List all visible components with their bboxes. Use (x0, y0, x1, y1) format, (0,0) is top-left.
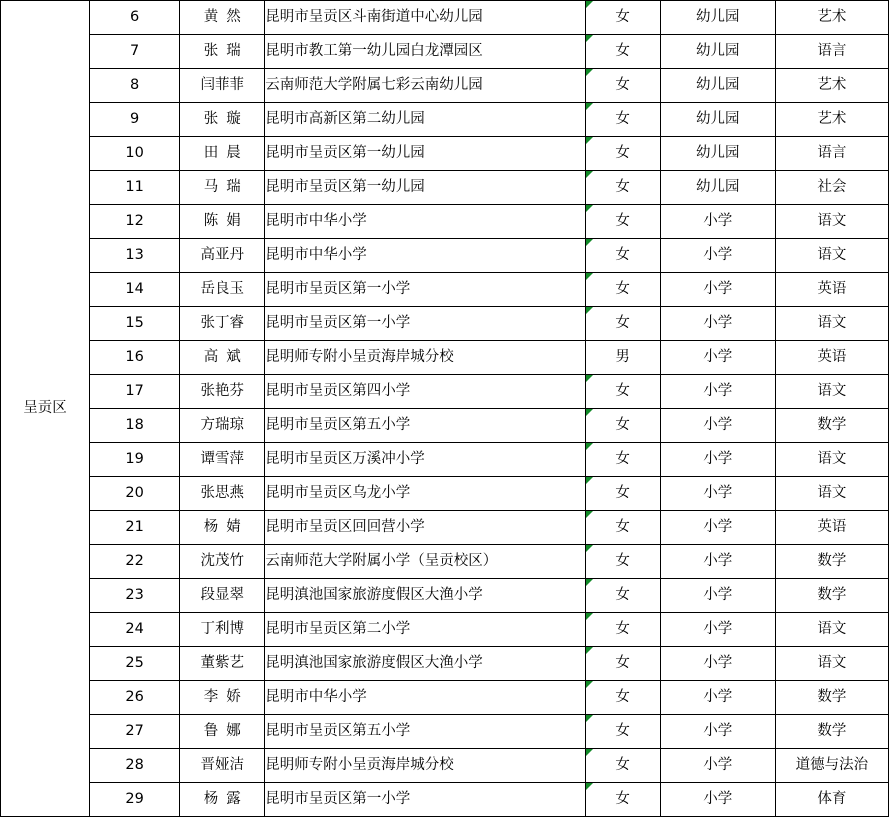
sex-cell[interactable] (585, 205, 660, 239)
index-cell[interactable]: 17 (90, 375, 180, 409)
sex-text: 女 (615, 416, 630, 433)
name-text: 鲁娜 (203, 722, 249, 739)
school-cell[interactable]: 昆明市呈贡区第二小学 (265, 613, 585, 647)
subject-cell[interactable]: 语文 (775, 443, 888, 477)
sex-cell[interactable] (585, 613, 660, 647)
table-row[interactable] (1, 239, 889, 273)
index-cell[interactable]: 27 (90, 715, 180, 749)
table-row[interactable] (1, 715, 889, 749)
name-cell[interactable]: 丁利博 (180, 613, 265, 647)
table-row[interactable] (1, 307, 889, 341)
stage-cell[interactable]: 小学 (660, 341, 775, 375)
school-cell[interactable]: 云南师范大学附属七彩云南幼儿园 (265, 69, 585, 103)
name-text: 马瑞 (203, 178, 249, 195)
name-cell[interactable]: 高亚丹 (180, 239, 265, 273)
sex-text: 女 (615, 144, 630, 161)
sex-text: 女 (615, 212, 630, 229)
school-cell[interactable]: 昆明市呈贡区第一小学 (265, 273, 585, 307)
comment-marker-icon (586, 307, 593, 314)
table-row[interactable] (1, 749, 889, 783)
name-text: 张瑞 (203, 42, 249, 59)
index-cell[interactable]: 11 (90, 171, 180, 205)
index-cell[interactable]: 26 (90, 681, 180, 715)
sex-cell[interactable] (585, 137, 660, 171)
name-text: 张璇 (203, 110, 249, 127)
comment-marker-icon (586, 205, 593, 212)
stage-cell[interactable]: 小学 (660, 579, 775, 613)
name-cell[interactable] (180, 137, 265, 171)
subject-cell[interactable]: 语文 (775, 205, 888, 239)
school-cell[interactable]: 昆明市呈贡区第五小学 (265, 715, 585, 749)
table-row[interactable] (1, 273, 889, 307)
index-cell[interactable]: 9 (90, 103, 180, 137)
comment-marker-icon (586, 511, 593, 518)
region-cell[interactable]: 呈贡区 (1, 1, 90, 817)
sex-cell[interactable] (585, 341, 660, 375)
stage-cell[interactable]: 幼儿园 (660, 1, 775, 35)
name-cell[interactable] (180, 511, 265, 545)
subject-cell[interactable]: 艺术 (775, 1, 888, 35)
table-row[interactable] (1, 681, 889, 715)
name-text: 高斌 (203, 348, 249, 365)
sex-cell[interactable] (585, 511, 660, 545)
sex-cell[interactable] (585, 273, 660, 307)
school-cell[interactable]: 昆明滇池国家旅游度假区大渔小学 (265, 579, 585, 613)
sex-text: 女 (615, 76, 630, 93)
subject-cell[interactable]: 体育 (775, 783, 888, 817)
stage-cell[interactable]: 小学 (660, 239, 775, 273)
school-cell[interactable]: 昆明滇池国家旅游度假区大渔小学 (265, 647, 585, 681)
name-text: 黄然 (203, 8, 249, 25)
subject-cell[interactable]: 语文 (775, 239, 888, 273)
index-cell[interactable]: 24 (90, 613, 180, 647)
name-cell[interactable] (180, 681, 265, 715)
sex-text: 女 (615, 110, 630, 127)
index-cell[interactable]: 19 (90, 443, 180, 477)
stage-cell[interactable]: 小学 (660, 273, 775, 307)
comment-marker-icon (586, 681, 593, 688)
name-cell[interactable] (180, 783, 265, 817)
sex-text: 女 (615, 552, 630, 569)
stage-cell[interactable]: 幼儿园 (660, 171, 775, 205)
index-cell[interactable]: 12 (90, 205, 180, 239)
table-body (1, 1, 889, 817)
comment-marker-icon (586, 715, 593, 722)
name-cell[interactable]: 张思燕 (180, 477, 265, 511)
table-row[interactable] (1, 205, 889, 239)
sex-cell[interactable] (585, 103, 660, 137)
sex-text: 女 (615, 246, 630, 263)
sex-text: 女 (615, 620, 630, 637)
stage-cell[interactable]: 幼儿园 (660, 137, 775, 171)
school-cell[interactable]: 昆明市中华小学 (265, 205, 585, 239)
index-cell[interactable]: 7 (90, 35, 180, 69)
name-cell[interactable] (180, 171, 265, 205)
sex-text: 女 (615, 42, 630, 59)
school-cell[interactable]: 昆明市呈贡区斗南街道中心幼儿园 (265, 1, 585, 35)
name-cell[interactable] (180, 1, 265, 35)
index-cell[interactable]: 25 (90, 647, 180, 681)
sex-text: 女 (615, 518, 630, 535)
school-cell[interactable]: 云南师范大学附属小学（呈贡校区） (265, 545, 585, 579)
sex-text: 女 (615, 688, 630, 705)
name-text: 李娇 (203, 688, 249, 705)
school-cell[interactable]: 昆明市中华小学 (265, 681, 585, 715)
name-text: 杨婧 (203, 518, 249, 535)
comment-marker-icon (586, 103, 593, 110)
subject-cell[interactable]: 语文 (775, 647, 888, 681)
school-cell[interactable]: 昆明市呈贡区乌龙小学 (265, 477, 585, 511)
subject-cell[interactable]: 数学 (775, 409, 888, 443)
sex-text: 女 (615, 382, 630, 399)
comment-marker-icon (586, 443, 593, 450)
name-cell[interactable]: 张艳芬 (180, 375, 265, 409)
sex-text: 女 (615, 790, 630, 807)
index-cell[interactable]: 8 (90, 69, 180, 103)
comment-marker-icon (586, 375, 593, 382)
comment-marker-icon (586, 749, 593, 756)
table-row[interactable] (1, 1, 889, 35)
subject-cell[interactable]: 艺术 (775, 69, 888, 103)
comment-marker-icon (586, 783, 593, 790)
comment-marker-icon (586, 273, 593, 280)
index-cell[interactable]: 28 (90, 749, 180, 783)
subject-cell[interactable]: 数学 (775, 545, 888, 579)
sex-cell[interactable] (585, 647, 660, 681)
stage-cell[interactable]: 小学 (660, 715, 775, 749)
subject-cell[interactable]: 语言 (775, 137, 888, 171)
sex-text: 女 (615, 484, 630, 501)
sex-cell[interactable] (585, 579, 660, 613)
table-row[interactable] (1, 137, 889, 171)
index-cell[interactable]: 13 (90, 239, 180, 273)
comment-marker-icon (586, 171, 593, 178)
sex-text: 女 (615, 722, 630, 739)
name-cell[interactable]: 董紫艺 (180, 647, 265, 681)
subject-cell[interactable]: 英语 (775, 511, 888, 545)
stage-cell[interactable]: 小学 (660, 443, 775, 477)
index-cell[interactable]: 23 (90, 579, 180, 613)
stage-cell[interactable]: 小学 (660, 511, 775, 545)
index-cell[interactable]: 29 (90, 783, 180, 817)
table-row[interactable] (1, 443, 889, 477)
table-row[interactable] (1, 545, 889, 579)
stage-cell[interactable]: 小学 (660, 307, 775, 341)
name-text: 田晨 (203, 144, 249, 161)
index-cell[interactable]: 18 (90, 409, 180, 443)
table-row[interactable] (1, 35, 889, 69)
sex-text: 男 (615, 348, 630, 365)
school-cell[interactable]: 昆明市高新区第二幼儿园 (265, 103, 585, 137)
subject-cell[interactable]: 道德与法治 (775, 749, 888, 783)
stage-cell[interactable]: 小学 (660, 647, 775, 681)
name-cell[interactable] (180, 103, 265, 137)
table-row[interactable] (1, 511, 889, 545)
stage-cell[interactable]: 小学 (660, 613, 775, 647)
school-cell[interactable]: 昆明市呈贡区第一小学 (265, 783, 585, 817)
subject-cell[interactable]: 社会 (775, 171, 888, 205)
stage-cell[interactable]: 幼儿园 (660, 35, 775, 69)
sex-cell[interactable] (585, 239, 660, 273)
index-cell[interactable]: 6 (90, 1, 180, 35)
school-cell[interactable]: 昆明市呈贡区第一幼儿园 (265, 137, 585, 171)
sex-cell[interactable] (585, 1, 660, 35)
stage-cell[interactable]: 小学 (660, 545, 775, 579)
comment-marker-icon (586, 545, 593, 552)
name-cell[interactable]: 方瑞琼 (180, 409, 265, 443)
index-cell[interactable]: 22 (90, 545, 180, 579)
sex-cell[interactable] (585, 35, 660, 69)
comment-marker-icon (586, 647, 593, 654)
index-cell[interactable]: 16 (90, 341, 180, 375)
sex-cell[interactable] (585, 715, 660, 749)
subject-cell[interactable]: 英语 (775, 273, 888, 307)
table-row[interactable] (1, 375, 889, 409)
stage-cell[interactable]: 幼儿园 (660, 103, 775, 137)
school-cell[interactable]: 昆明市呈贡区第五小学 (265, 409, 585, 443)
sex-cell[interactable] (585, 749, 660, 783)
name-cell[interactable]: 晋娅洁 (180, 749, 265, 783)
subject-cell[interactable]: 语文 (775, 477, 888, 511)
comment-marker-icon (586, 239, 593, 246)
school-cell[interactable]: 昆明师专附小呈贡海岸城分校 (265, 341, 585, 375)
index-cell[interactable]: 20 (90, 477, 180, 511)
sex-text: 女 (615, 8, 630, 25)
name-cell[interactable] (180, 341, 265, 375)
comment-marker-icon (586, 1, 593, 8)
name-cell[interactable]: 张丁睿 (180, 307, 265, 341)
sex-text: 女 (615, 756, 630, 773)
stage-cell[interactable]: 小学 (660, 783, 775, 817)
sex-cell[interactable] (585, 443, 660, 477)
comment-marker-icon (586, 579, 593, 586)
sex-cell[interactable] (585, 409, 660, 443)
table-row[interactable] (1, 579, 889, 613)
sex-cell[interactable] (585, 681, 660, 715)
sex-text: 女 (615, 450, 630, 467)
sex-cell[interactable] (585, 171, 660, 205)
sex-cell[interactable] (585, 545, 660, 579)
name-cell[interactable]: 沈茂竹 (180, 545, 265, 579)
school-cell[interactable]: 昆明市教工第一幼儿园白龙潭园区 (265, 35, 585, 69)
subject-cell[interactable]: 语言 (775, 35, 888, 69)
comment-marker-icon (586, 477, 593, 484)
sex-cell[interactable] (585, 69, 660, 103)
comment-marker-icon (586, 409, 593, 416)
sex-text: 女 (615, 178, 630, 195)
stage-cell[interactable]: 小学 (660, 409, 775, 443)
subject-cell[interactable]: 语文 (775, 307, 888, 341)
sex-text: 女 (615, 314, 630, 331)
subject-cell[interactable]: 数学 (775, 681, 888, 715)
school-cell[interactable]: 昆明市呈贡区第一幼儿园 (265, 171, 585, 205)
stage-cell[interactable]: 小学 (660, 681, 775, 715)
stage-cell[interactable]: 小学 (660, 477, 775, 511)
sex-text: 女 (615, 280, 630, 297)
table-row[interactable] (1, 341, 889, 375)
name-text: 杨露 (203, 790, 249, 807)
stage-cell[interactable]: 幼儿园 (660, 69, 775, 103)
name-cell[interactable]: 谭雪萍 (180, 443, 265, 477)
name-cell[interactable] (180, 205, 265, 239)
name-cell[interactable]: 岳良玉 (180, 273, 265, 307)
comment-marker-icon (586, 613, 593, 620)
name-cell[interactable]: 段显翠 (180, 579, 265, 613)
school-cell[interactable]: 昆明市呈贡区回回营小学 (265, 511, 585, 545)
sex-cell[interactable] (585, 477, 660, 511)
table-row[interactable] (1, 69, 889, 103)
subject-cell[interactable]: 语文 (775, 375, 888, 409)
table-row[interactable] (1, 409, 889, 443)
comment-marker-icon (586, 35, 593, 42)
school-cell[interactable]: 昆明师专附小呈贡海岸城分校 (265, 749, 585, 783)
school-cell[interactable]: 昆明市呈贡区第四小学 (265, 375, 585, 409)
comment-marker-icon (586, 137, 593, 144)
school-cell[interactable]: 昆明市呈贡区第一小学 (265, 307, 585, 341)
table-row[interactable] (1, 103, 889, 137)
table-row[interactable] (1, 783, 889, 817)
subject-cell[interactable]: 数学 (775, 715, 888, 749)
index-cell[interactable]: 10 (90, 137, 180, 171)
subject-cell[interactable]: 数学 (775, 579, 888, 613)
table-row[interactable] (1, 647, 889, 681)
subject-cell[interactable]: 英语 (775, 341, 888, 375)
index-cell[interactable]: 21 (90, 511, 180, 545)
stage-cell[interactable]: 小学 (660, 375, 775, 409)
stage-cell[interactable]: 小学 (660, 749, 775, 783)
table-row[interactable] (1, 477, 889, 511)
stage-cell[interactable]: 小学 (660, 205, 775, 239)
name-cell[interactable] (180, 35, 265, 69)
table-row[interactable] (1, 613, 889, 647)
index-cell[interactable]: 15 (90, 307, 180, 341)
sex-cell[interactable] (585, 783, 660, 817)
comment-marker-icon (586, 69, 593, 76)
school-cell[interactable]: 昆明市中华小学 (265, 239, 585, 273)
table-row[interactable] (1, 171, 889, 205)
subject-cell[interactable]: 语文 (775, 613, 888, 647)
name-cell[interactable]: 闫菲菲 (180, 69, 265, 103)
sex-text: 女 (615, 586, 630, 603)
name-cell[interactable] (180, 715, 265, 749)
sex-text: 女 (615, 654, 630, 671)
name-text: 陈娟 (203, 212, 249, 229)
sex-cell[interactable] (585, 375, 660, 409)
sex-cell[interactable] (585, 307, 660, 341)
subject-cell[interactable]: 艺术 (775, 103, 888, 137)
school-cell[interactable]: 昆明市呈贡区万溪冲小学 (265, 443, 585, 477)
index-cell[interactable]: 14 (90, 273, 180, 307)
